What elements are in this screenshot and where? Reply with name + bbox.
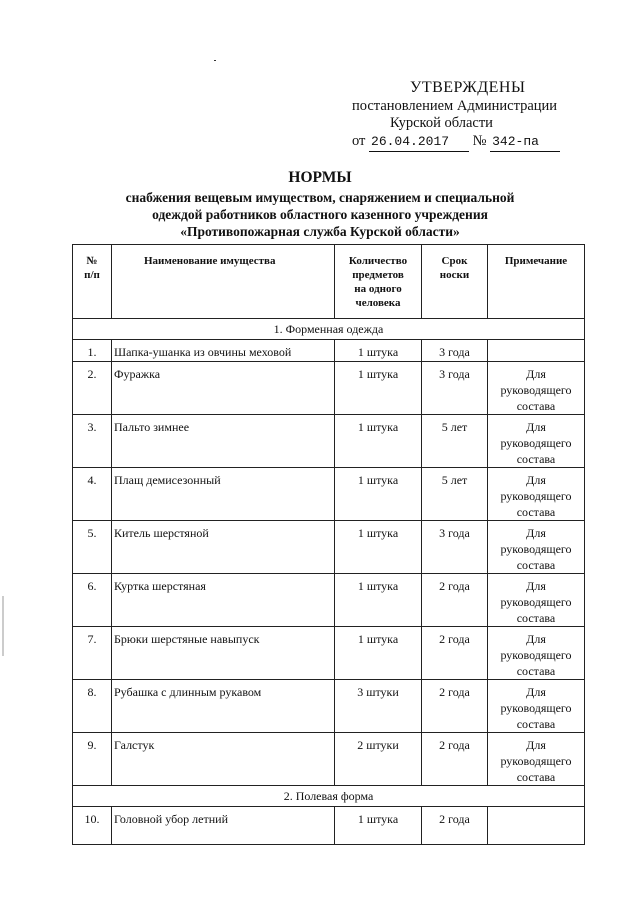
cell-note: Для руководящего состава — [488, 680, 585, 733]
cell-num: 5. — [73, 521, 112, 574]
cell-qty: 1 штука — [335, 521, 422, 574]
cell-term: 3 года — [422, 340, 488, 362]
approval-date-row — [352, 132, 576, 152]
cell-name: Куртка шерстяная — [112, 574, 335, 627]
cell-num: 10. — [73, 807, 112, 845]
cell-note: Для руководящего состава — [488, 733, 585, 786]
cell-note: Для руководящего состава — [488, 627, 585, 680]
number-prefix: № — [472, 133, 487, 149]
document-subtitle-1: снабжения вещевым имуществом, снаряжением и специальной — [125, 190, 515, 205]
cell-qty: 1 штука — [335, 807, 422, 845]
table-row — [73, 521, 585, 574]
approval-date: 26.04.2017 — [369, 133, 469, 152]
section-row — [73, 319, 585, 340]
cell-num: 6. — [73, 574, 112, 627]
table-row — [73, 362, 585, 415]
approval-line-1: постановлением Администрации — [352, 98, 558, 114]
cell-name: Головной убор летний — [112, 807, 335, 845]
date-prefix: от — [352, 133, 366, 149]
cell-num: 2. — [73, 362, 112, 415]
approval-line-2: Курской области — [390, 115, 493, 131]
cell-name: Рубашка с длинным рукавом — [112, 680, 335, 733]
scan-edge-mark — [2, 596, 4, 656]
cell-qty: 1 штука — [335, 468, 422, 521]
cell-term: 3 года — [422, 521, 488, 574]
section-row — [73, 786, 585, 807]
document-subtitle-3: «Противопожарная служба Курской области» — [180, 224, 460, 239]
cell-note: Для руководящего состава — [488, 574, 585, 627]
cell-num: 4. — [73, 468, 112, 521]
approval-block — [346, 78, 576, 152]
cell-note — [488, 340, 585, 362]
cell-qty: 2 штуки — [335, 733, 422, 786]
section-title: 2. Полевая форма — [73, 786, 585, 807]
cell-num: 1. — [73, 340, 112, 362]
section-title: 1. Форменная одежда — [73, 319, 585, 340]
cell-term: 5 лет — [422, 415, 488, 468]
approval-number: 342-па — [490, 133, 560, 152]
cell-num: 8. — [73, 680, 112, 733]
cell-qty: 1 штука — [335, 362, 422, 415]
cell-term: 2 года — [422, 680, 488, 733]
header-qty: Количество предметов на одного человека — [335, 245, 422, 319]
cell-name: Плащ демисезонный — [112, 468, 335, 521]
cell-num: 3. — [73, 415, 112, 468]
document-title: НОРМЫ — [288, 169, 352, 186]
cell-qty: 1 штука — [335, 340, 422, 362]
scan-speck — [214, 60, 216, 61]
table-row — [73, 807, 585, 845]
cell-name: Китель шерстяной — [112, 521, 335, 574]
table-row — [73, 415, 585, 468]
header-num: № п/п — [73, 245, 112, 319]
cell-term: 2 года — [422, 807, 488, 845]
table-row — [73, 680, 585, 733]
header-term: Срок носки — [422, 245, 488, 319]
cell-qty: 1 штука — [335, 574, 422, 627]
cell-note: Для руководящего состава — [488, 415, 585, 468]
cell-term: 2 года — [422, 627, 488, 680]
cell-name: Галстук — [112, 733, 335, 786]
cell-note: Для руководящего состава — [488, 468, 585, 521]
cell-name: Брюки шерстяные навыпуск — [112, 627, 335, 680]
header-name: Наименование имущества — [112, 245, 335, 319]
table-row — [73, 468, 585, 521]
cell-note: Для руководящего состава — [488, 362, 585, 415]
approval-title: УТВЕРЖДЕНЫ — [410, 79, 526, 96]
cell-qty: 1 штука — [335, 415, 422, 468]
cell-name: Шапка-ушанка из овчины меховой — [112, 340, 335, 362]
document-heading — [0, 168, 640, 240]
table-row — [73, 340, 585, 362]
cell-term: 3 года — [422, 362, 488, 415]
cell-name: Фуражка — [112, 362, 335, 415]
cell-num: 7. — [73, 627, 112, 680]
header-note: Примечание — [488, 245, 585, 319]
cell-term: 2 года — [422, 733, 488, 786]
cell-term: 5 лет — [422, 468, 488, 521]
cell-note: Для руководящего состава — [488, 521, 585, 574]
table-row — [73, 574, 585, 627]
norms-table — [72, 244, 585, 845]
table-row — [73, 733, 585, 786]
cell-qty: 1 штука — [335, 627, 422, 680]
cell-num: 9. — [73, 733, 112, 786]
cell-qty: 3 штуки — [335, 680, 422, 733]
table-row — [73, 627, 585, 680]
table-header-row — [73, 245, 585, 319]
document-subtitle-2: одеждой работников областного казенного учреждения — [152, 207, 488, 222]
cell-name: Пальто зимнее — [112, 415, 335, 468]
cell-term: 2 года — [422, 574, 488, 627]
cell-note — [488, 807, 585, 845]
